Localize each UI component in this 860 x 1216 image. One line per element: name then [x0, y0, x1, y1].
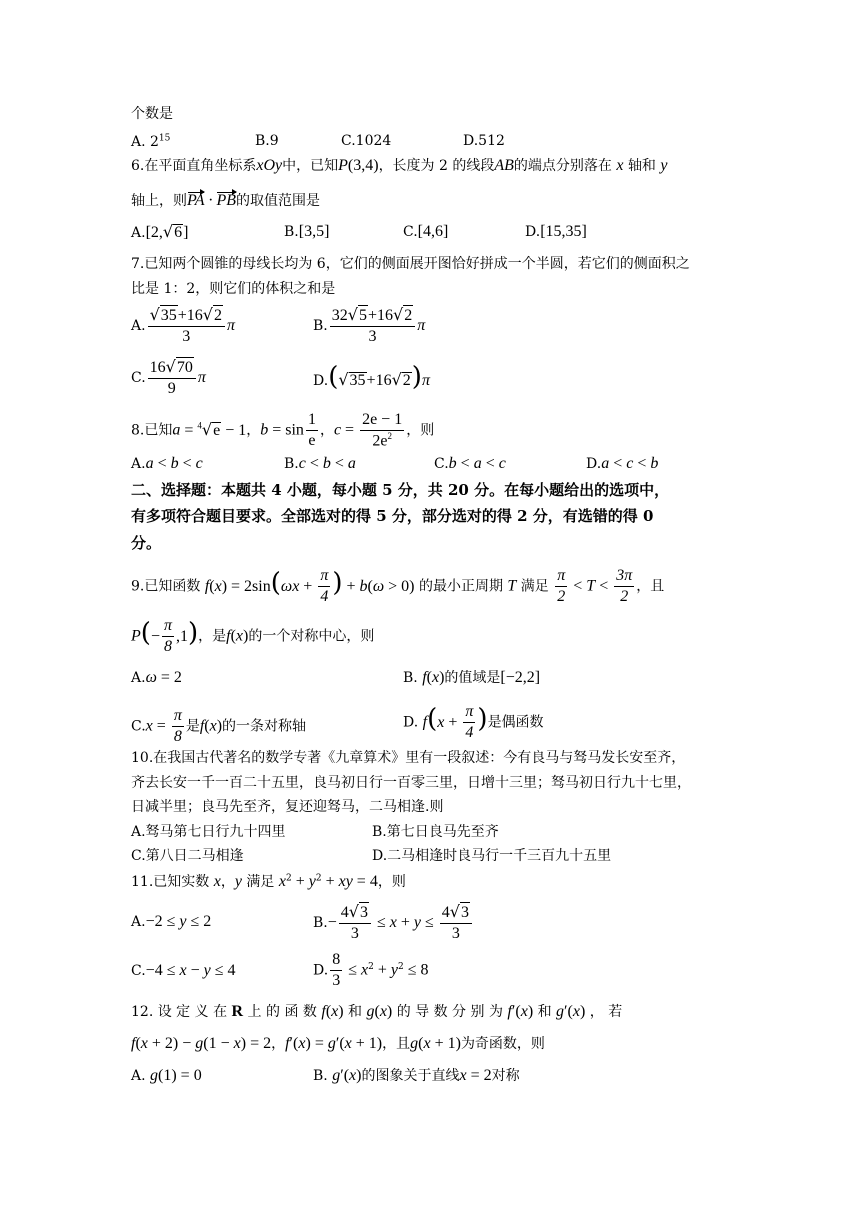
q5-tail: 个数是	[131, 106, 173, 122]
q11-option-b[interactable]: B.− $\frac{4√3}{3}$ ≤ x + y ≤ $\frac{4√3}{3}$	[313, 902, 474, 944]
q6-option-c[interactable]: C.[4,6]	[403, 223, 449, 240]
q5-option-c[interactable]: C.1024	[341, 133, 392, 149]
q9-option-b[interactable]: B. f(x)的值域是[−2,2]	[403, 669, 541, 686]
q11-option-d[interactable]: D. $\frac{8}{3}$ ≤ $x^2 + y^2 \le 8$	[313, 951, 429, 989]
q10-line2: 齐去长安一千一百二十五里，良马初日行一百零三里，日增十三里；驽马初日行九十七里，	[131, 775, 691, 791]
q6-line2: 轴上，则PA · PB的取值范围是	[131, 192, 321, 209]
q5-option-b[interactable]: B.9	[255, 133, 279, 149]
q7-option-d[interactable]: D.(√35+16√2)π	[313, 362, 430, 392]
q6-option-d[interactable]: D.[15,35]	[525, 223, 587, 240]
q9-line2: P(− $\frac{\pi}{8}$ ,1)，是f(x)的一个对称中心，则	[131, 617, 375, 655]
section2-heading-line1: 二、选择题：本题共 4 小题，每小题 5 分，共 20 分。在每小题给出的选项中，	[131, 481, 670, 499]
q12-option-b[interactable]: B. g′(x)的图象关于直线x = 2对称	[313, 1067, 520, 1084]
q6-option-a[interactable]: A.[2,√6]	[131, 222, 189, 241]
q9-option-d[interactable]: D. f(x + $\frac{\pi}{4}$ )是偶函数	[403, 703, 544, 741]
q12-line2: f(x + 2) − g(1 − x) = 2，f′(x) = g′(x + 1)，且g(x + 1)为奇函数，则	[131, 1035, 545, 1052]
q10-option-d[interactable]: D.二马相逢时良马行一千三百九十五里	[372, 848, 612, 864]
q8-option-b[interactable]: B.c < b < a	[284, 455, 356, 472]
q12-line1: 12. 设 定 义 在 R 上 的 函 数 f(x) 和 g(x) 的 导 数 分 别 为 f′(x) 和 g′(x) ， 若	[131, 1003, 623, 1020]
q8-option-a[interactable]: A.a < b < c	[131, 455, 203, 472]
section2-heading-line3: 分。	[131, 534, 162, 552]
q7-line1: 7.已知两个圆锥的母线长均为 6，它们的侧面展开图恰好拼成一个半圆，若它们的侧面积之	[131, 256, 690, 272]
q11-option-a[interactable]: A.−2 ≤ y ≤ 2	[131, 913, 212, 930]
q10-line1: 10.在我国古代著名的数学专著《九章算术》里有一段叙述：今有良马与驽马发长安至齐，	[131, 750, 686, 766]
q10-line3: 日减半里；良马先至齐，复还迎驽马，二马相逢.则	[131, 799, 444, 815]
q10-option-a[interactable]: A.驽马第七日行九十四里	[131, 824, 286, 840]
q12-option-a[interactable]: A. g(1) = 0	[131, 1067, 202, 1084]
q5-option-a[interactable]: A. $2^{15}$	[131, 133, 171, 150]
q11-line: 11.已知实数 x，y 满足 $x^2 + y^2$ + xy = 4，则	[131, 873, 406, 890]
q9-option-c[interactable]: C.x = $\frac{\pi}{8}$ 是f(x)的一条对称轴	[131, 707, 307, 745]
q5-option-d[interactable]: D.512	[463, 133, 505, 149]
q7-option-c[interactable]: C. $\frac{16√70}{9}$ π	[131, 357, 206, 397]
q9-line1: 9.已知函数 f(x) = 2sin(ωx + $\frac{\pi}{4}$ ) + b(ω > 0) 的最小正周期 T 满足 $\frac{\pi}{2}$ < T < $\frac{3\pi}{2}$ ，且	[131, 567, 665, 605]
q11-option-c[interactable]: C.−4 ≤ x − y ≤ 4	[131, 962, 236, 979]
q7-option-b[interactable]: B. $\frac{32√5+16√2}{3}$ π	[313, 305, 426, 345]
q9-option-a[interactable]: A.ω = 2	[131, 669, 182, 686]
q8-option-d[interactable]: D.a < c < b	[586, 455, 659, 472]
q8-line: 8.已知a = $^4$√e − 1，b = sin $\frac{1}{e}$ ，c = $\frac{2e - 1}{2e^2}$ ，则	[131, 411, 435, 450]
q10-option-c[interactable]: C.第八日二马相逢	[131, 848, 244, 864]
q6-line1: 6.在平面直角坐标系xOy中，已知P(3,4)，长度为 2 的线段AB的端点分别落在 x 轴和 y	[131, 157, 668, 174]
q5-options	[131, 133, 505, 150]
q7-option-a[interactable]: A. $\frac{√35+16√2}{3}$ π	[131, 305, 236, 345]
q7-line2: 比是 1：2，则它们的体积之和是	[131, 281, 336, 297]
q8-option-c[interactable]: C.b < a < c	[434, 455, 506, 472]
q10-option-b[interactable]: B.第七日良马先至齐	[372, 824, 499, 840]
section2-heading-line2: 有多项符合题目要求。全部选对的得 5 分，部分选对的得 2 分，有选错的得 0	[131, 507, 654, 525]
q6-option-b[interactable]: B.[3,5]	[284, 223, 330, 240]
